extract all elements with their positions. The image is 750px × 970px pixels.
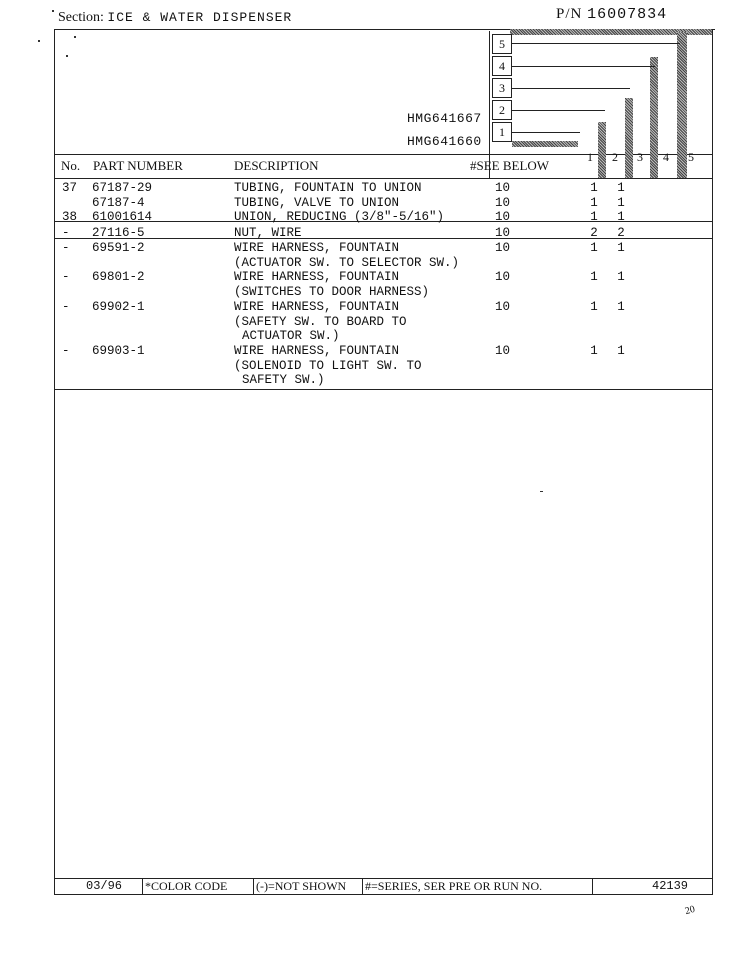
description-line: SAFETY SW.) xyxy=(242,373,325,387)
footer-date: 03/96 xyxy=(86,879,123,893)
part-number: 69902-1 xyxy=(92,300,145,314)
column-header-bottom-line xyxy=(55,178,713,179)
item-number: - xyxy=(62,344,70,358)
footer-series-legend: #=SERIES, SER PRE OR RUN NO. xyxy=(365,879,543,893)
quantity-series-2: 2 xyxy=(617,226,625,240)
scan-speck xyxy=(38,40,40,42)
scan-speck xyxy=(52,10,54,12)
see-below-value: 10 xyxy=(495,270,511,284)
part-number: 67187-29 xyxy=(92,181,153,195)
series-column-number: 4 xyxy=(663,150,669,164)
footer-divider xyxy=(362,879,363,894)
see-below-value: 10 xyxy=(495,210,511,224)
description-line: ACTUATOR SW.) xyxy=(242,329,340,343)
series-column-number: 3 xyxy=(637,150,643,164)
footer-page-number: 42139 xyxy=(652,879,689,893)
description-line: TUBING, FOUNTAIN TO UNION xyxy=(234,181,422,195)
frame-right-line xyxy=(712,29,713,895)
section-label: Section: xyxy=(58,10,104,25)
column-header-see-below: #SEE BELOW xyxy=(470,158,550,173)
item-number: - xyxy=(62,300,70,314)
quantity-series-2: 1 xyxy=(617,241,625,255)
description-line: WIRE HARNESS, FOUNTAIN xyxy=(234,344,400,358)
item-number: - xyxy=(62,241,70,255)
series-box-2: 2 xyxy=(492,100,512,120)
quantity-series-1: 1 xyxy=(590,196,598,210)
pn-label: P/N xyxy=(556,6,583,22)
column-header-description: DESCRIPTION xyxy=(234,158,319,173)
part-number: 67187-4 xyxy=(92,196,145,210)
part-number-heading xyxy=(556,6,667,23)
quantity-series-2: 1 xyxy=(617,270,625,284)
description-line: TUBING, VALVE TO UNION xyxy=(234,196,400,210)
part-number: 69801-2 xyxy=(92,270,145,284)
frame-left-line xyxy=(54,29,55,895)
quantity-series-1: 1 xyxy=(590,210,598,224)
see-below-value: 10 xyxy=(495,196,511,210)
series-box-1: 1 xyxy=(492,122,512,142)
series-bracket-line xyxy=(510,43,680,44)
description-line: NUT, WIRE xyxy=(234,226,302,240)
part-number: 69591-2 xyxy=(92,241,145,255)
column-header-part-number: PART NUMBER xyxy=(93,158,183,173)
scan-speck xyxy=(74,36,76,38)
quantity-series-2: 1 xyxy=(617,181,625,195)
section-title: ICE & WATER DISPENSER xyxy=(107,10,293,25)
series-bracket-line xyxy=(510,110,605,111)
description-line: (ACTUATOR SW. TO SELECTOR SW.) xyxy=(234,255,460,270)
item-number: 37 xyxy=(62,181,78,195)
model-code: HMG641660 xyxy=(407,134,482,149)
quantity-series-2: 1 xyxy=(617,300,625,314)
part-number: 69903-1 xyxy=(92,344,145,358)
scan-speck xyxy=(66,55,68,57)
quantity-series-1: 1 xyxy=(590,270,598,284)
series-box-3: 3 xyxy=(492,78,512,98)
quantity-series-2: 1 xyxy=(617,344,625,358)
quantity-series-2: 1 xyxy=(617,196,625,210)
margin-mark: 20 xyxy=(683,903,697,918)
footer-bottom-line xyxy=(55,894,713,895)
see-below-value: 10 xyxy=(495,300,511,314)
shaded-bar xyxy=(512,141,578,147)
scan-speck xyxy=(540,491,543,492)
series-box-4: 4 xyxy=(492,56,512,76)
section-heading xyxy=(58,10,292,26)
footer-divider xyxy=(592,879,593,894)
quantity-series-1: 1 xyxy=(590,181,598,195)
see-below-value: 10 xyxy=(495,181,511,195)
footer-divider xyxy=(253,879,254,894)
column-header-no: No. xyxy=(61,158,81,173)
series-bracket-line xyxy=(510,132,580,133)
quantity-series-1: 1 xyxy=(590,344,598,358)
shaded-bar xyxy=(650,57,658,178)
series-column-number: 5 xyxy=(688,150,694,164)
part-number: 61001614 xyxy=(92,210,153,224)
footer-not-shown: (-)=NOT SHOWN xyxy=(256,879,347,893)
model-code: HMG641667 xyxy=(407,111,482,126)
description-line: (SOLENOID TO LIGHT SW. TO xyxy=(234,358,422,373)
quantity-series-1: 1 xyxy=(590,241,598,255)
description-line: WIRE HARNESS, FOUNTAIN xyxy=(234,241,400,255)
series-box-5: 5 xyxy=(492,34,512,54)
description-line: WIRE HARNESS, FOUNTAIN xyxy=(234,270,400,284)
item-number: - xyxy=(62,270,70,284)
series-column-line xyxy=(489,31,490,178)
description-line: UNION, REDUCING (3/8"-5/16") xyxy=(234,210,445,224)
series-bracket-line xyxy=(510,88,630,89)
quantity-series-1: 2 xyxy=(590,226,598,240)
footer-divider xyxy=(142,879,143,894)
part-number: 27116-5 xyxy=(92,226,145,240)
shaded-bar xyxy=(625,98,633,178)
description-line: (SWITCHES TO DOOR HARNESS) xyxy=(234,284,430,299)
item-number: - xyxy=(62,226,70,240)
footer-color-code: *COLOR CODE xyxy=(145,879,228,893)
quantity-series-1: 1 xyxy=(590,300,598,314)
quantity-series-2: 1 xyxy=(617,210,625,224)
see-below-value: 10 xyxy=(495,226,511,240)
series-column-number: 1 xyxy=(587,150,593,164)
see-below-value: 10 xyxy=(495,241,511,255)
shaded-bar xyxy=(598,122,606,178)
series-column-number: 2 xyxy=(612,150,618,164)
series-bracket-line xyxy=(510,66,655,67)
description-line: (SAFETY SW. TO BOARD TO xyxy=(234,314,407,329)
item-number: 38 xyxy=(62,210,78,224)
table-bottom-line xyxy=(55,389,713,390)
pn-value: 16007834 xyxy=(587,6,668,23)
see-below-value: 10 xyxy=(495,344,511,358)
description-line: WIRE HARNESS, FOUNTAIN xyxy=(234,300,400,314)
